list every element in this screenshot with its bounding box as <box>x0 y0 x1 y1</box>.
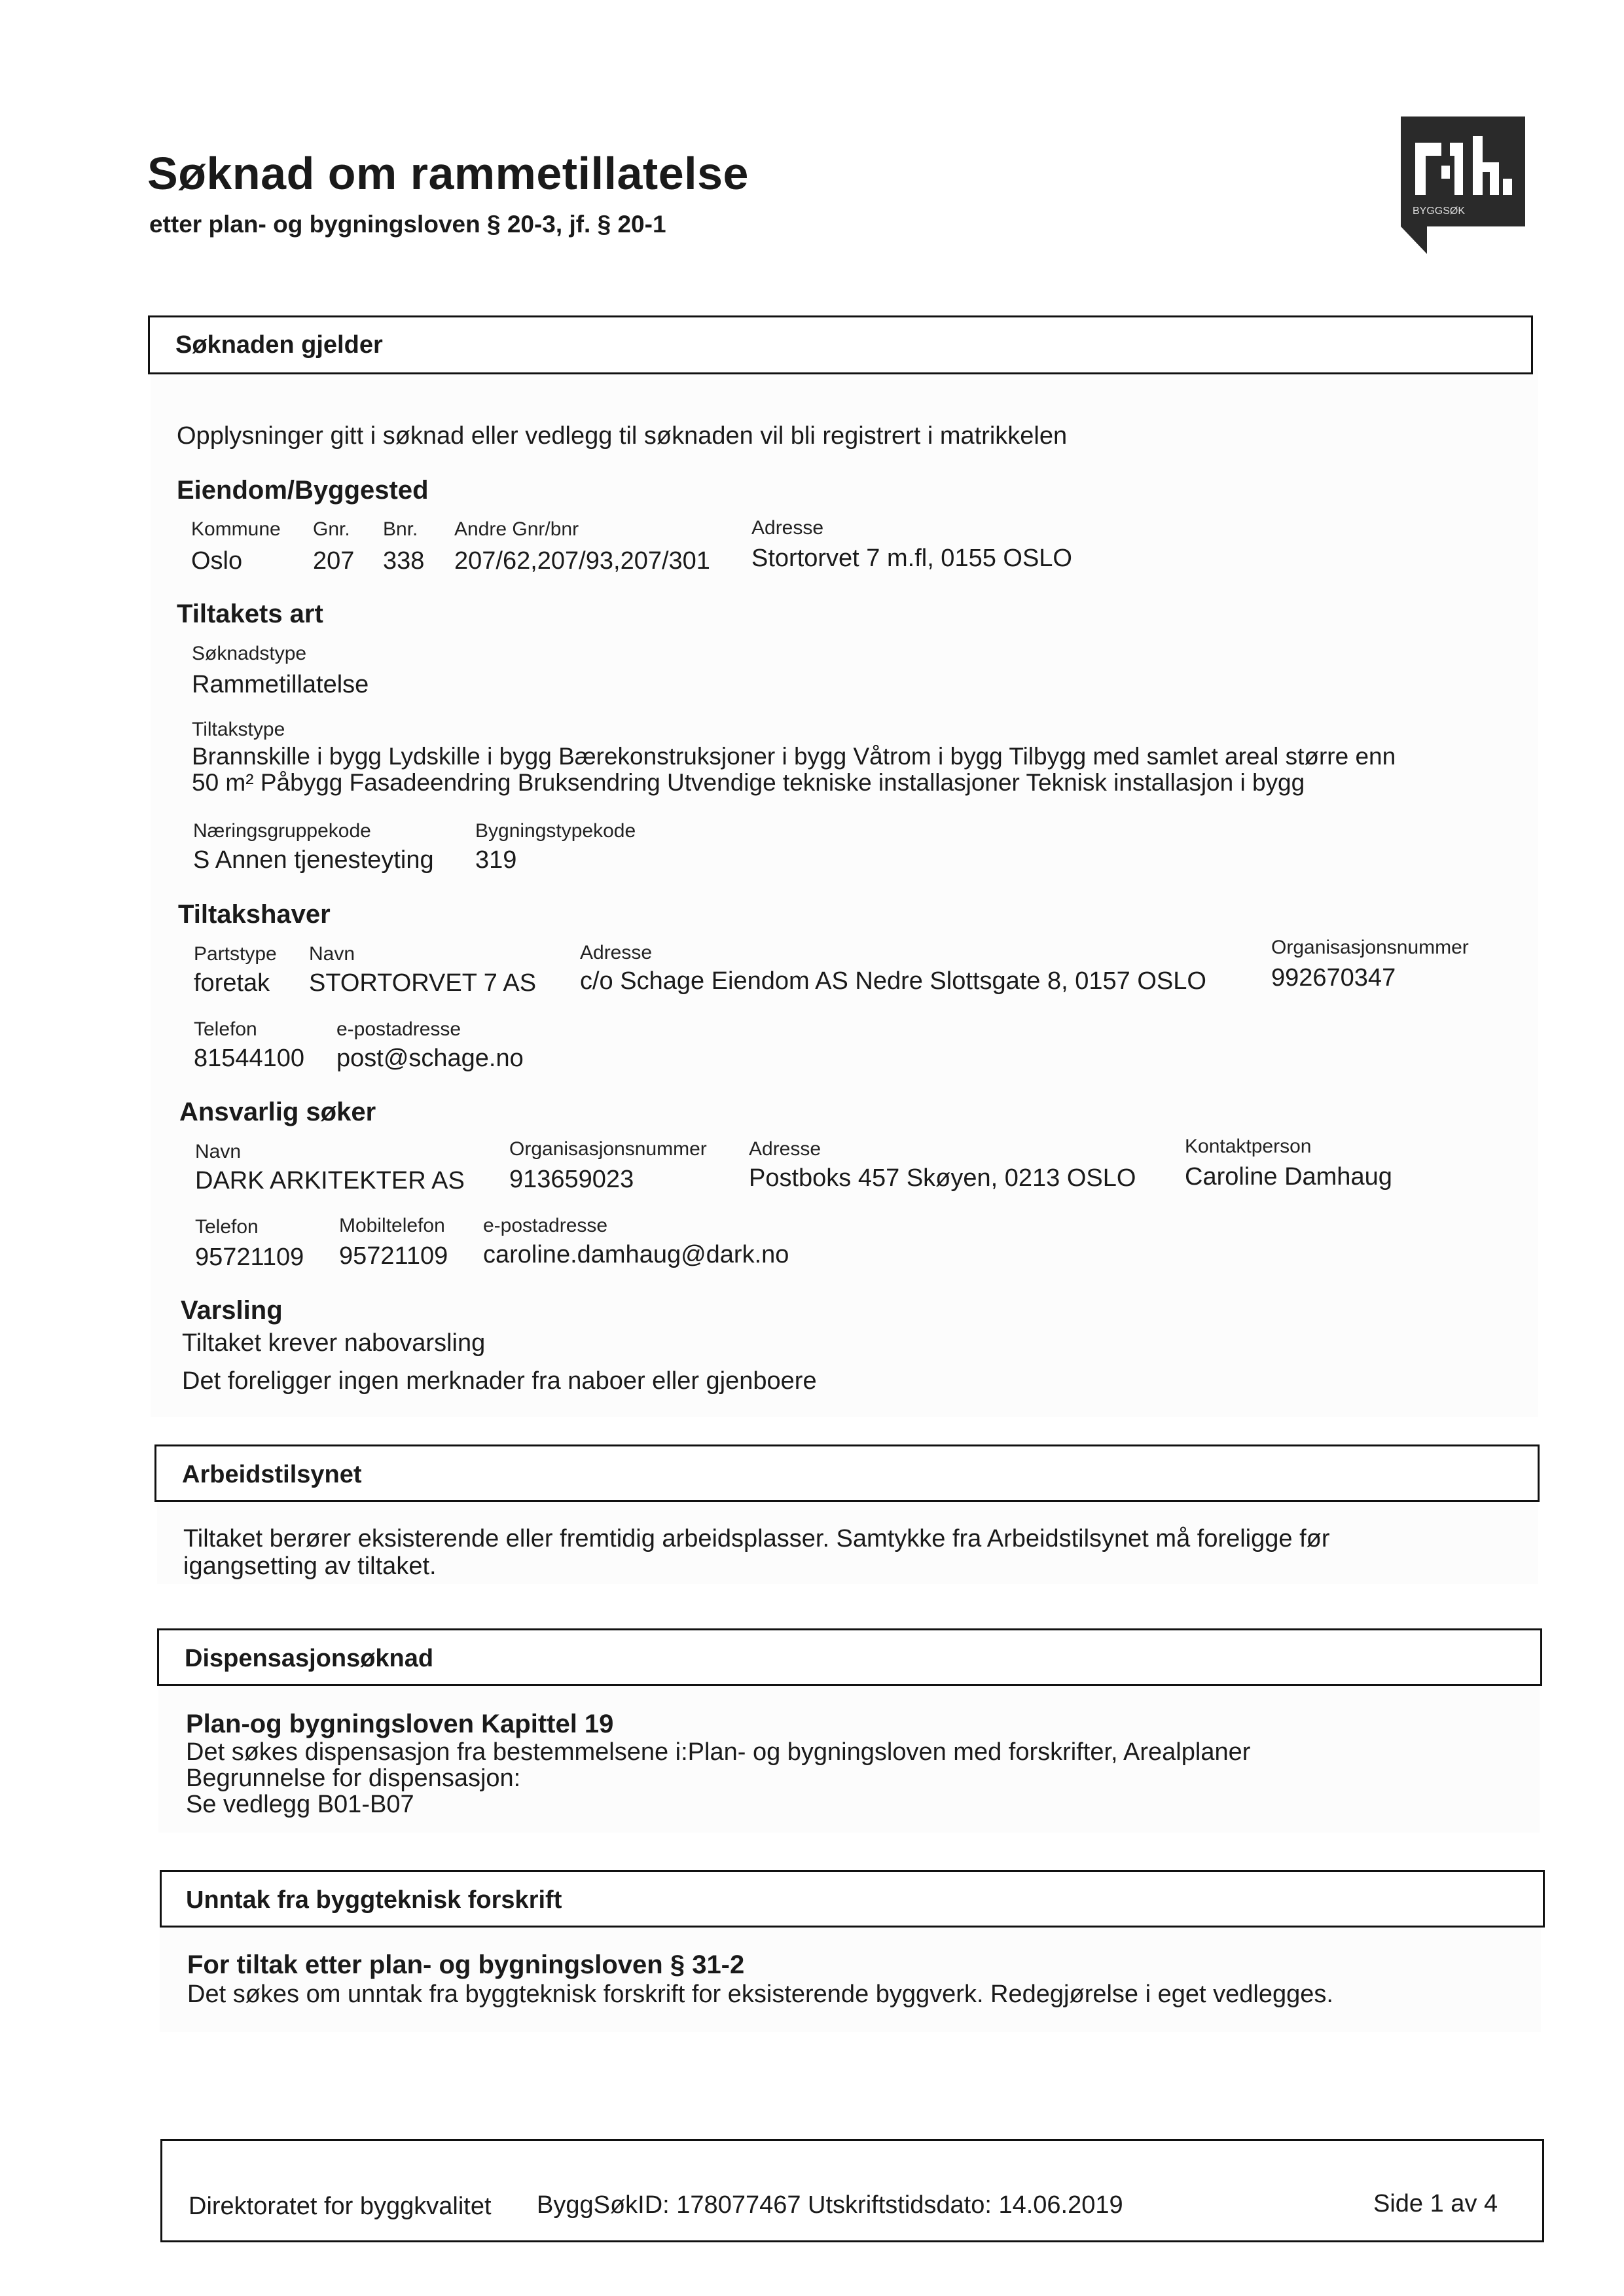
ansvarlig-telefon-value: 95721109 <box>195 1244 304 1271</box>
ansvarlig-orgnr-label: Organisasjonsnummer <box>509 1138 707 1160</box>
soknadstype-label: Søknadstype <box>192 643 307 664</box>
footer-page-number: Side 1 av 4 <box>1373 2190 1498 2217</box>
adresse-value: Stortorvet 7 m.fl, 0155 OSLO <box>751 545 1072 572</box>
byggsok-logo <box>1401 117 1525 254</box>
kontaktperson-label: Kontaktperson <box>1185 1136 1312 1157</box>
ansvarlig-epost-value: caroline.damhaug@dark.no <box>483 1241 789 1268</box>
tiltakstype-label: Tiltakstype <box>192 719 285 740</box>
unntak-line-1: Det søkes om unntak fra byggteknisk forskrift for eksisterende byggverk. Redegjørelse i eget vedlegges. <box>187 1981 1333 2008</box>
section-heading-arbeidstilsynet: Arbeidstilsynet <box>182 1461 362 1488</box>
bygningstypekode-value: 319 <box>475 846 517 874</box>
mobiltelefon-label: Mobiltelefon <box>339 1215 445 1236</box>
tiltakets-art-heading: Tiltakets art <box>177 600 323 628</box>
dispensasjon-heading: Plan-og bygningsloven Kapittel 19 <box>186 1710 614 1738</box>
tiltakshaver-telefon-label: Telefon <box>194 1018 257 1040</box>
tiltakshaver-orgnr-value: 992670347 <box>1271 964 1396 992</box>
document-subtitle: etter plan- og bygningsloven § 20-3, jf. § 20-1 <box>149 211 666 238</box>
bnr-value: 338 <box>383 547 425 575</box>
ansvarlig-navn-label: Navn <box>195 1141 242 1162</box>
mobiltelefon-value: 95721109 <box>339 1242 448 1270</box>
partstype-value: foretak <box>194 969 270 997</box>
section-heading-unntak: Unntak fra byggteknisk forskrift <box>186 1886 562 1914</box>
section-heading-dispensasjon: Dispensasjonsøknad <box>185 1645 434 1672</box>
kontaktperson-value: Caroline Damhaug <box>1185 1163 1392 1191</box>
footer-box <box>160 2139 1544 2242</box>
ansvarlig-telefon-label: Telefon <box>195 1216 259 1238</box>
tiltakshaver-telefon-value: 81544100 <box>194 1045 305 1072</box>
document-title: Søknad om rammetillatelse <box>147 148 749 199</box>
naeringsgruppekode-label: Næringsgruppekode <box>193 820 371 842</box>
footer-id: ByggSøkID: 178077467 Utskriftstidsdato: 14.06.2019 <box>537 2191 1123 2219</box>
ansvarlig-adresse-value: Postboks 457 Skøyen, 0213 OSLO <box>749 1164 1136 1192</box>
ansvarlig-adresse-label: Adresse <box>749 1138 821 1160</box>
tiltakshaver-epost-label: e-postadresse <box>336 1018 461 1040</box>
tiltakstype-line-1: Brannskille i bygg Lydskille i bygg Bærekonstruksjoner i bygg Våtrom i bygg Tilbygg med samlet areal større enn <box>192 743 1396 770</box>
andre-gnr-value: 207/62,207/93,207/301 <box>454 547 710 575</box>
section-header-box <box>154 1444 1540 1502</box>
ansvarlig-epost-label: e-postadresse <box>483 1215 608 1236</box>
varsling-heading: Varsling <box>181 1296 283 1325</box>
tiltakstype-line-2: 50 m² Påbygg Fasadeendring Bruksendring Utvendige tekniske installasjoner Teknisk installasjon i bygg <box>192 769 1305 796</box>
kommune-value: Oslo <box>191 547 243 575</box>
gnr-label: Gnr. <box>313 518 350 540</box>
dispensasjon-line-2: Begrunnelse for dispensasjon: <box>186 1765 521 1792</box>
footer-org: Direktoratet for byggkvalitet <box>189 2193 492 2220</box>
tiltakshaver-navn-value: STORTORVET 7 AS <box>309 969 537 997</box>
gnr-value: 207 <box>313 547 355 575</box>
bygningstypekode-label: Bygningstypekode <box>475 820 636 842</box>
varsling-line-2: Det foreligger ingen merknader fra naboer eller gjenboere <box>182 1367 817 1395</box>
adresse-label: Adresse <box>751 517 824 539</box>
naeringsgruppekode-value: S Annen tjenesteyting <box>193 846 434 874</box>
intro-text: Opplysninger gitt i søknad eller vedlegg til søknaden vil bli registrert i matrikkelen <box>177 422 1068 450</box>
dispensasjon-line-3: Se vedlegg B01-B07 <box>186 1791 414 1818</box>
tiltakshaver-adresse-label: Adresse <box>580 942 653 963</box>
tiltakshaver-navn-label: Navn <box>309 943 355 965</box>
kommune-label: Kommune <box>191 518 281 540</box>
logo-text: BYGGSØK <box>1413 206 1466 217</box>
bnr-label: Bnr. <box>383 518 418 540</box>
soknadstype-value: Rammetillatelse <box>192 671 369 698</box>
ansvarlig-navn-value: DARK ARKITEKTER AS <box>195 1167 465 1194</box>
unntak-heading: For tiltak etter plan- og bygningsloven § 31-2 <box>187 1950 745 1979</box>
ansvarlig-soker-heading: Ansvarlig søker <box>179 1098 376 1126</box>
tiltakshaver-orgnr-label: Organisasjonsnummer <box>1271 937 1469 958</box>
varsling-line-1: Tiltaket krever nabovarsling <box>182 1329 486 1357</box>
tiltakshaver-epost-value: post@schage.no <box>336 1045 524 1072</box>
ansvarlig-orgnr-value: 913659023 <box>509 1166 634 1193</box>
tiltakshaver-adresse-value: c/o Schage Eiendom AS Nedre Slottsgate 8, 0157 OSLO <box>580 967 1206 995</box>
section-heading-soknaden-gjelder: Søknaden gjelder <box>175 331 383 359</box>
andre-gnr-label: Andre Gnr/bnr <box>454 518 579 540</box>
arbeidstilsynet-line-2: igangsetting av tiltaket. <box>183 1552 437 1580</box>
eiendom-heading: Eiendom/Byggested <box>177 476 429 505</box>
partstype-label: Partstype <box>194 943 277 965</box>
dispensasjon-line-1: Det søkes dispensasjon fra bestemmelsene i:Plan- og bygningsloven med forskrifter, Arealplaner <box>186 1738 1251 1766</box>
arbeidstilsynet-line-1: Tiltaket berører eksisterende eller fremtidig arbeidsplasser. Samtykke fra Arbeidstilsynet må foreligge før <box>183 1525 1330 1552</box>
tiltakshaver-heading: Tiltakshaver <box>178 900 331 929</box>
